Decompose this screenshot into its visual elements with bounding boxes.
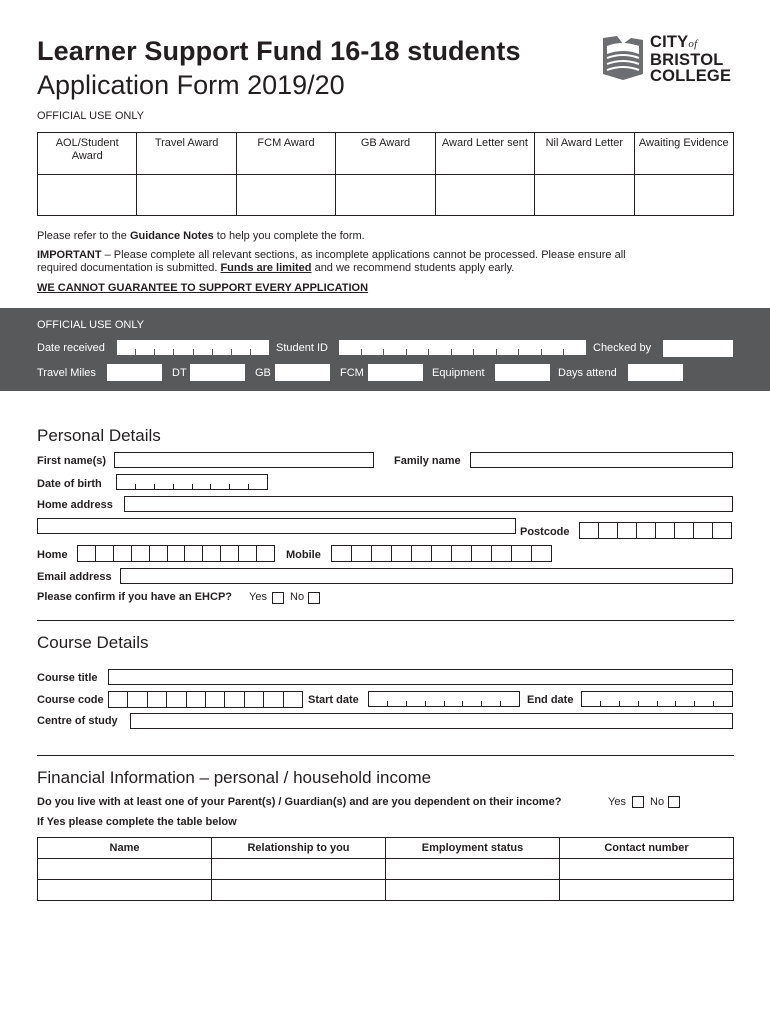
name-cell[interactable] — [38, 880, 212, 901]
home-address-input[interactable] — [124, 496, 733, 512]
official-use-caption: OFFICIAL USE ONLY — [37, 110, 144, 122]
date-received-label: Date received — [37, 342, 105, 354]
col-relationship: Relationship to you — [212, 838, 386, 859]
col-name: Name — [38, 838, 212, 859]
important-line: IMPORTANT – Please complete all relevant sections, as incomplete applications cannot be processed. Please ensure all — [37, 249, 626, 261]
home-address-line2-input[interactable] — [37, 518, 516, 534]
travel-miles-label: Travel Miles — [37, 367, 96, 379]
dependent-no-label: No — [650, 796, 665, 808]
official-use-table — [37, 132, 734, 216]
dependent-yes-checkbox[interactable] — [632, 796, 644, 808]
form-title: Learner Support Fund 16-18 students — [37, 36, 521, 66]
guidance-line: Please refer to the Guidance Notes to help you complete the form. — [37, 230, 365, 242]
table-row — [38, 880, 734, 901]
col-contact-number: Contact number — [560, 838, 734, 859]
student-id-input[interactable] — [339, 340, 586, 355]
college-logo: CITYof BRISTOL COLLEGE — [601, 34, 736, 86]
course-details-heading: Course Details — [37, 633, 149, 652]
mobile-label: Mobile — [286, 549, 321, 561]
aol-student-award-cell[interactable] — [38, 175, 137, 216]
dependent-no-checkbox[interactable] — [668, 796, 680, 808]
col-nil-award-letter: Nil Award Letter — [535, 133, 634, 175]
start-date-input[interactable] — [368, 691, 520, 707]
ehcp-yes-checkbox[interactable] — [272, 592, 284, 604]
contact-cell[interactable] — [560, 880, 734, 901]
dob-label: Date of birth — [37, 478, 102, 490]
travel-miles-input[interactable] — [107, 364, 162, 381]
first-name-input[interactable] — [114, 452, 374, 468]
start-date-label: Start date — [308, 694, 359, 706]
date-received-input[interactable] — [117, 340, 269, 355]
col-gb-award: GB Award — [336, 133, 435, 175]
end-date-label: End date — [527, 694, 574, 706]
home-phone-label: Home — [37, 549, 68, 561]
section-divider — [37, 620, 734, 621]
days-attend-input[interactable] — [628, 364, 683, 381]
ehcp-no-label: No — [290, 591, 305, 603]
travel-award-cell[interactable] — [137, 175, 236, 216]
col-awaiting-evidence: Awaiting Evidence — [634, 133, 733, 175]
end-date-input[interactable] — [581, 691, 733, 707]
home-address-label: Home address — [37, 499, 113, 511]
band-caption: OFFICIAL USE ONLY — [37, 319, 144, 331]
ehcp-no-checkbox[interactable] — [308, 592, 320, 604]
student-id-label: Student ID — [276, 342, 328, 354]
mobile-input[interactable] — [331, 545, 552, 562]
dt-input[interactable] — [190, 364, 245, 381]
postcode-input[interactable] — [579, 522, 732, 539]
dob-input[interactable] — [116, 474, 268, 490]
financial-heading: Financial Information – personal / household income — [37, 768, 432, 787]
official-use-band — [0, 308, 770, 391]
section-divider — [37, 755, 734, 756]
nil-award-letter-cell[interactable] — [535, 175, 634, 216]
employment-cell[interactable] — [386, 880, 560, 901]
name-cell[interactable] — [38, 859, 212, 880]
col-award-letter-sent: Award Letter sent — [435, 133, 534, 175]
postcode-label: Postcode — [520, 526, 570, 538]
college-crest-icon — [601, 34, 645, 82]
fcm-label: FCM — [340, 367, 364, 379]
gb-award-cell[interactable] — [336, 175, 435, 216]
personal-details-heading: Personal Details — [37, 426, 161, 445]
email-input[interactable] — [120, 568, 733, 584]
dependent-question: Do you live with at least one of your Parent(s) / Guardian(s) and are you dependent on their income? — [37, 796, 562, 808]
ehcp-question: Please confirm if you have an EHCP? — [37, 591, 233, 603]
ehcp-yes-label: Yes — [249, 591, 267, 603]
guarantee-warning: WE CANNOT GUARANTEE TO SUPPORT EVERY APPLICATION — [37, 282, 369, 294]
course-title-input[interactable] — [108, 669, 733, 685]
equipment-input[interactable] — [495, 364, 550, 381]
household-table — [37, 837, 734, 901]
course-title-label: Course title — [37, 672, 98, 684]
col-travel-award: Travel Award — [137, 133, 236, 175]
centre-of-study-input[interactable] — [130, 713, 733, 729]
employment-cell[interactable] — [386, 859, 560, 880]
award-letter-sent-cell[interactable] — [435, 175, 534, 216]
checked-by-label: Checked by — [593, 342, 652, 354]
course-code-input[interactable] — [108, 691, 303, 708]
col-employment-status: Employment status — [386, 838, 560, 859]
relationship-cell[interactable] — [212, 880, 386, 901]
equipment-label: Equipment — [432, 367, 485, 379]
gb-label: GB — [255, 367, 271, 379]
contact-cell[interactable] — [560, 859, 734, 880]
table-instruction: If Yes please complete the table below — [37, 816, 237, 828]
awaiting-evidence-cell[interactable] — [634, 175, 733, 216]
family-name-input[interactable] — [470, 452, 733, 468]
course-code-label: Course code — [37, 694, 104, 706]
gb-input[interactable] — [275, 364, 330, 381]
relationship-cell[interactable] — [212, 859, 386, 880]
checked-by-input[interactable] — [663, 340, 733, 357]
dt-label: DT — [172, 367, 187, 379]
col-fcm-award: FCM Award — [236, 133, 335, 175]
col-aol-student-award: AOL/Student Award — [38, 133, 137, 175]
form-subtitle: Application Form 2019/20 — [37, 70, 345, 100]
first-name-label: First name(s) — [37, 455, 107, 467]
table-row — [38, 859, 734, 880]
documentation-line: required documentation is submitted. Funds are limited and we recommend students apply early. — [37, 262, 515, 274]
fcm-award-cell[interactable] — [236, 175, 335, 216]
family-name-label: Family name — [394, 455, 461, 467]
centre-of-study-label: Centre of study — [37, 715, 118, 727]
fcm-input[interactable] — [368, 364, 423, 381]
email-label: Email address — [37, 571, 112, 583]
days-attend-label: Days attend — [558, 367, 617, 379]
dependent-yes-label: Yes — [608, 796, 626, 808]
home-phone-input[interactable] — [77, 545, 275, 562]
